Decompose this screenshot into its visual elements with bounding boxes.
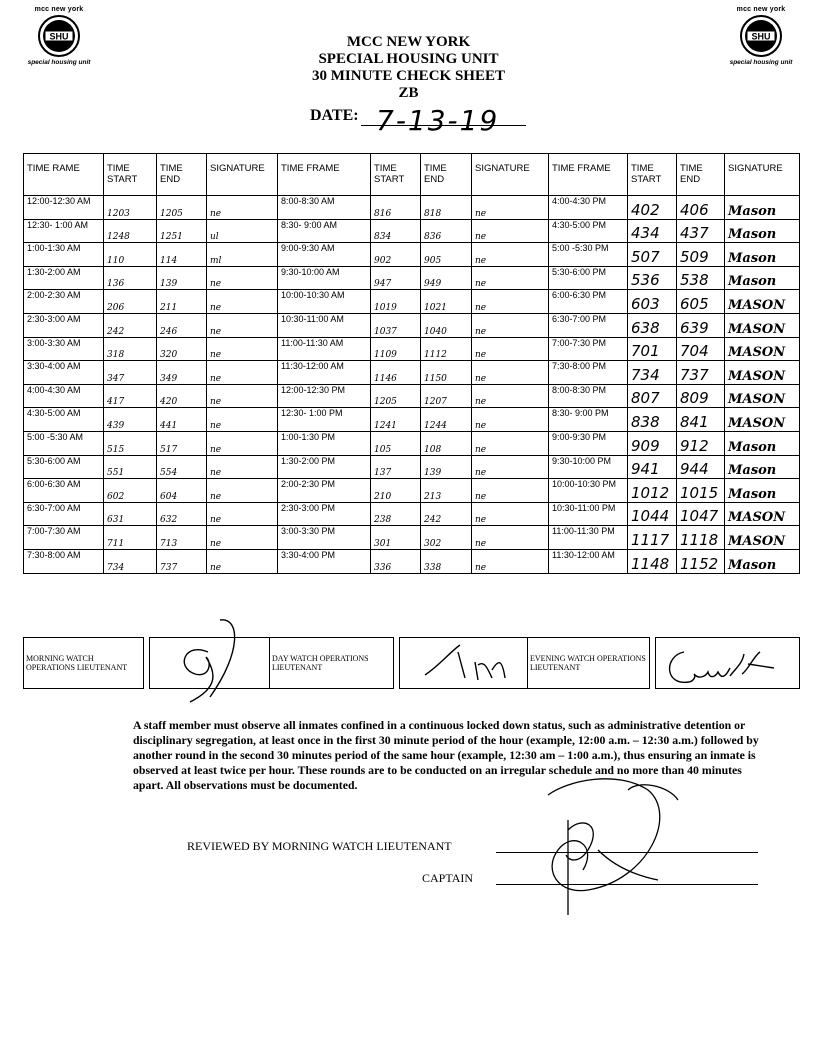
time-start-cell: 711	[104, 526, 157, 550]
time-frame-cell: 2:30-3:00 PM	[278, 502, 371, 526]
time-end-cell: 1021	[421, 290, 472, 314]
signature-cell: ne	[472, 219, 549, 243]
time-start-cell: 603	[628, 290, 677, 314]
time-frame-cell: 4:30-5:00 AM	[24, 408, 104, 432]
time-end-cell: 1047	[677, 502, 725, 526]
time-frame-cell: 1:30-2:00 PM	[278, 455, 371, 479]
table-row	[24, 479, 800, 503]
heading-line3: 30 MINUTE CHECK SHEET	[312, 68, 505, 84]
logo-top-text: mcc new york	[34, 6, 84, 13]
signature-cell: ne	[207, 526, 278, 550]
time-start-cell: 816	[371, 196, 421, 220]
time-end-cell: 406	[677, 196, 725, 220]
time-start-cell: 734	[628, 361, 677, 385]
time-start-cell: 238	[371, 502, 421, 526]
time-start-cell: 1019	[371, 290, 421, 314]
time-frame-cell: 7:30-8:00 PM	[549, 361, 628, 385]
time-frame-cell: 12:00-12:30 PM	[278, 384, 371, 408]
time-start-cell: 1203	[104, 196, 157, 220]
time-frame-cell: 9:00-9:30 AM	[278, 243, 371, 267]
column-header: TIME RAME	[24, 154, 104, 196]
time-frame-cell: 8:00-8:30 AM	[278, 196, 371, 220]
time-start-cell: 318	[104, 337, 157, 361]
time-frame-cell: 11:30-12:00 AM	[549, 549, 628, 573]
time-start-cell: 434	[628, 219, 677, 243]
table-row	[24, 549, 800, 573]
sheet-heading	[0, 31, 817, 102]
signature-cell: MASON	[725, 526, 800, 550]
table-row	[24, 196, 800, 220]
table-row	[24, 266, 800, 290]
time-frame-cell: 12:30- 1:00 PM	[278, 408, 371, 432]
time-start-cell: 701	[628, 337, 677, 361]
signature-cell: MASON	[725, 313, 800, 337]
signature-cell: ne	[207, 337, 278, 361]
time-end-cell: 320	[157, 337, 207, 361]
time-start-cell: 347	[104, 361, 157, 385]
time-end-cell: 818	[421, 196, 472, 220]
time-end-cell: 246	[157, 313, 207, 337]
time-frame-cell: 6:00-6:30 PM	[549, 290, 628, 314]
review-signature-scribble	[528, 770, 688, 920]
time-start-cell: 1148	[628, 549, 677, 573]
time-start-cell: 734	[104, 549, 157, 573]
time-start-cell: 105	[371, 431, 421, 455]
time-frame-cell: 1:00-1:30 AM	[24, 243, 104, 267]
time-frame-cell: 2:00-2:30 PM	[278, 479, 371, 503]
column-header: TIME FRAME	[278, 154, 371, 196]
time-start-cell: 301	[371, 526, 421, 550]
time-frame-cell: 12:30- 1:00 AM	[24, 219, 104, 243]
logo-bottom-text: special housing unit	[729, 59, 793, 66]
time-frame-cell: 2:30-3:00 AM	[24, 313, 104, 337]
time-frame-cell: 3:00-3:30 AM	[24, 337, 104, 361]
time-frame-cell: 4:30-5:00 PM	[549, 219, 628, 243]
time-frame-cell: 5:00 -5:30 AM	[24, 431, 104, 455]
table-row	[24, 361, 800, 385]
time-end-cell: 1118	[677, 526, 725, 550]
table-row	[24, 455, 800, 479]
table-row	[24, 384, 800, 408]
time-end-cell: 517	[157, 431, 207, 455]
heading-line1: MCC NEW YORK	[346, 34, 471, 50]
table-row	[24, 290, 800, 314]
column-header: TIME FRAME	[549, 154, 628, 196]
time-start-cell: 602	[104, 479, 157, 503]
time-end-cell: 338	[421, 549, 472, 573]
time-end-cell: 114	[157, 243, 207, 267]
signature-cell: ne	[207, 361, 278, 385]
signature-cell: ne	[472, 455, 549, 479]
time-start-cell: 638	[628, 313, 677, 337]
signature-cell: ne	[472, 361, 549, 385]
time-start-cell: 402	[628, 196, 677, 220]
time-frame-cell: 8:30- 9:00 PM	[549, 408, 628, 432]
signature-cell: ne	[472, 337, 549, 361]
table-row	[24, 337, 800, 361]
table-row	[24, 408, 800, 432]
time-end-cell: 538	[677, 266, 725, 290]
time-start-cell: 210	[371, 479, 421, 503]
heading-line4: ZB	[398, 85, 419, 101]
table-row	[24, 502, 800, 526]
signature-cell: ne	[207, 266, 278, 290]
time-start-cell: 206	[104, 290, 157, 314]
time-end-cell: 349	[157, 361, 207, 385]
time-end-cell: 713	[157, 526, 207, 550]
reviewed-by-label: REVIEWED BY MORNING WATCH LIEUTENANT	[187, 839, 452, 853]
evening-lieutenant-signature-scribble	[664, 646, 784, 688]
time-start-cell: 807	[628, 384, 677, 408]
time-start-cell: 242	[104, 313, 157, 337]
table-row	[24, 526, 800, 550]
time-end-cell: 1150	[421, 361, 472, 385]
evening-watch-label: EVENING WATCH OPERATIONS LIEUTENANT	[528, 638, 650, 689]
time-frame-cell: 6:30-7:00 AM	[24, 502, 104, 526]
time-frame-cell: 11:30-12:00 AM	[278, 361, 371, 385]
signature-cell: ne	[472, 479, 549, 503]
time-end-cell: 437	[677, 219, 725, 243]
time-start-cell: 947	[371, 266, 421, 290]
day-watch-label: DAY WATCH OPERATIONS LIEUTENANT	[270, 638, 394, 689]
column-header: SIGNATURE	[207, 154, 278, 196]
time-frame-cell: 1:30-2:00 AM	[24, 266, 104, 290]
time-start-cell: 136	[104, 266, 157, 290]
morning-watch-label: MORNING WATCH OPERATIONS LIEUTENANT	[24, 638, 144, 689]
column-header: TIME END	[157, 154, 207, 196]
time-frame-cell: 3:30-4:00 AM	[24, 361, 104, 385]
time-end-cell: 1112	[421, 337, 472, 361]
table-row	[24, 219, 800, 243]
time-frame-cell: 11:00-11:30 PM	[549, 526, 628, 550]
signature-cell: ne	[207, 479, 278, 503]
time-end-cell: 509	[677, 243, 725, 267]
signature-cell: ne	[472, 313, 549, 337]
time-end-cell: 1205	[157, 196, 207, 220]
time-end-cell: 632	[157, 502, 207, 526]
time-start-cell: 1037	[371, 313, 421, 337]
column-header: TIME END	[421, 154, 472, 196]
table-row	[24, 243, 800, 267]
time-start-cell: 439	[104, 408, 157, 432]
day-lieutenant-signature-scribble	[420, 640, 510, 685]
signature-cell: Mason	[725, 196, 800, 220]
time-frame-cell: 5:30-6:00 PM	[549, 266, 628, 290]
time-end-cell: 1244	[421, 408, 472, 432]
time-start-cell: 110	[104, 243, 157, 267]
time-end-cell: 809	[677, 384, 725, 408]
signature-cell: ne	[472, 431, 549, 455]
time-end-cell: 213	[421, 479, 472, 503]
column-header: TIME START	[628, 154, 677, 196]
time-frame-cell: 10:00-10:30 PM	[549, 479, 628, 503]
time-end-cell: 1207	[421, 384, 472, 408]
signature-cell: ne	[472, 266, 549, 290]
signature-cell: ne	[472, 408, 549, 432]
seal-text: SHU	[751, 31, 771, 42]
table-header-row	[24, 154, 800, 196]
time-start-cell: 1241	[371, 408, 421, 432]
column-header: SIGNATURE	[472, 154, 549, 196]
time-start-cell: 1205	[371, 384, 421, 408]
time-frame-cell: 7:00-7:30 AM	[24, 526, 104, 550]
date-label: DATE:	[310, 107, 359, 124]
signature-cell: ne	[472, 526, 549, 550]
time-start-cell: 1109	[371, 337, 421, 361]
time-frame-cell: 12:00-12:30 AM	[24, 196, 104, 220]
time-start-cell: 551	[104, 455, 157, 479]
check-table	[23, 153, 800, 574]
time-end-cell: 211	[157, 290, 207, 314]
signature-cell: ne	[207, 431, 278, 455]
time-start-cell: 631	[104, 502, 157, 526]
signature-cell: ne	[207, 313, 278, 337]
time-end-cell: 139	[157, 266, 207, 290]
signature-cell: MASON	[725, 337, 800, 361]
date-value: 7-13-19	[376, 104, 500, 137]
signature-cell: ml	[207, 243, 278, 267]
signature-cell: MASON	[725, 290, 800, 314]
signature-cell: MASON	[725, 502, 800, 526]
time-frame-cell: 10:00-10:30 AM	[278, 290, 371, 314]
column-header: TIME START	[104, 154, 157, 196]
time-start-cell: 1248	[104, 219, 157, 243]
column-header: TIME END	[677, 154, 725, 196]
time-frame-cell: 8:30- 9:00 AM	[278, 219, 371, 243]
time-frame-cell: 2:00-2:30 AM	[24, 290, 104, 314]
time-frame-cell: 6:00-6:30 AM	[24, 479, 104, 503]
time-frame-cell: 3:30-4:00 PM	[278, 549, 371, 573]
signature-cell: ne	[472, 384, 549, 408]
time-end-cell: 1040	[421, 313, 472, 337]
time-start-cell: 838	[628, 408, 677, 432]
time-start-cell: 1012	[628, 479, 677, 503]
signature-cell: ne	[207, 290, 278, 314]
table-row	[24, 313, 800, 337]
time-end-cell: 944	[677, 455, 725, 479]
time-end-cell: 704	[677, 337, 725, 361]
time-end-cell: 139	[421, 455, 472, 479]
column-header: SIGNATURE	[725, 154, 800, 196]
morning-lieutenant-signature-scribble	[150, 612, 260, 707]
signature-cell: ne	[207, 502, 278, 526]
seal-text: SHU	[49, 31, 69, 42]
signature-cell: ul	[207, 219, 278, 243]
signature-cell: Mason	[725, 455, 800, 479]
time-start-cell: 536	[628, 266, 677, 290]
time-frame-cell: 8:00-8:30 PM	[549, 384, 628, 408]
time-frame-cell: 10:30-11:00 AM	[278, 313, 371, 337]
time-end-cell: 737	[157, 549, 207, 573]
time-end-cell: 441	[157, 408, 207, 432]
time-frame-cell: 7:00-7:30 PM	[549, 337, 628, 361]
time-frame-cell: 7:30-8:00 AM	[24, 549, 104, 573]
time-end-cell: 1152	[677, 549, 725, 573]
time-frame-cell: 9:30-10:00 AM	[278, 266, 371, 290]
signature-cell: MASON	[725, 384, 800, 408]
time-start-cell: 515	[104, 431, 157, 455]
signature-cell: Mason	[725, 431, 800, 455]
time-start-cell: 1117	[628, 526, 677, 550]
signature-cell: Mason	[725, 266, 800, 290]
time-end-cell: 836	[421, 219, 472, 243]
time-start-cell: 909	[628, 431, 677, 455]
time-end-cell: 605	[677, 290, 725, 314]
time-start-cell: 1044	[628, 502, 677, 526]
time-end-cell: 604	[157, 479, 207, 503]
time-frame-cell: 9:30-10:00 PM	[549, 455, 628, 479]
time-end-cell: 554	[157, 455, 207, 479]
logo-bottom-text: special housing unit	[27, 59, 91, 66]
time-frame-cell: 4:00-4:30 AM	[24, 384, 104, 408]
time-end-cell: 302	[421, 526, 472, 550]
instructions-paragraph: A staff member must observe all inmates confined in a continuous locked down status, such as administrative detention or disciplinary segregation, at least once in the first 30 minute period of the hour (example, 12:00 a.m. – 12:30 a.m.) followed by another round in the second 30 minutes period of the same hour (example, 12:30 am – 1:00 a.m.), thus ensuring an inmate is observed at least twice per hour. These rounds are to be conducted on an irregular schedule and no more than 40 minutes apart. All observations must be documented.	[133, 718, 759, 792]
signature-cell: ne	[207, 196, 278, 220]
time-frame-cell: 10:30-11:00 PM	[549, 502, 628, 526]
time-frame-cell: 11:00-11:30 AM	[278, 337, 371, 361]
time-end-cell: 737	[677, 361, 725, 385]
signature-cell: Mason	[725, 243, 800, 267]
signature-cell: Mason	[725, 549, 800, 573]
time-start-cell: 507	[628, 243, 677, 267]
signature-cell: MASON	[725, 408, 800, 432]
time-end-cell: 420	[157, 384, 207, 408]
logo-top-text: mcc new york	[736, 6, 786, 13]
signature-cell: ne	[472, 502, 549, 526]
signature-cell: ne	[207, 455, 278, 479]
time-frame-cell: 4:00-4:30 PM	[549, 196, 628, 220]
time-frame-cell: 3:00-3:30 PM	[278, 526, 371, 550]
signature-cell: MASON	[725, 361, 800, 385]
time-end-cell: 1015	[677, 479, 725, 503]
signature-cell: ne	[207, 384, 278, 408]
time-frame-cell: 6:30-7:00 PM	[549, 313, 628, 337]
time-end-cell: 1251	[157, 219, 207, 243]
signature-cell: Mason	[725, 479, 800, 503]
signature-cell: ne	[207, 408, 278, 432]
signature-cell: ne	[207, 549, 278, 573]
time-frame-cell: 9:00-9:30 PM	[549, 431, 628, 455]
time-start-cell: 941	[628, 455, 677, 479]
time-end-cell: 905	[421, 243, 472, 267]
time-start-cell: 137	[371, 455, 421, 479]
time-start-cell: 834	[371, 219, 421, 243]
time-start-cell: 417	[104, 384, 157, 408]
signature-cell: ne	[472, 243, 549, 267]
time-end-cell: 949	[421, 266, 472, 290]
signature-cell: ne	[472, 196, 549, 220]
captain-label: CAPTAIN	[422, 871, 474, 885]
time-frame-cell: 1:00-1:30 PM	[278, 431, 371, 455]
column-header: TIME START	[371, 154, 421, 196]
heading-line2: SPECIAL HOUSING UNIT	[318, 51, 499, 67]
time-start-cell: 1146	[371, 361, 421, 385]
time-frame-cell: 5:30-6:00 AM	[24, 455, 104, 479]
time-start-cell: 902	[371, 243, 421, 267]
time-frame-cell: 5:00 -5:30 PM	[549, 243, 628, 267]
signature-cell: ne	[472, 549, 549, 573]
signature-cell: ne	[472, 290, 549, 314]
time-end-cell: 242	[421, 502, 472, 526]
time-start-cell: 336	[371, 549, 421, 573]
time-end-cell: 912	[677, 431, 725, 455]
time-end-cell: 639	[677, 313, 725, 337]
time-end-cell: 841	[677, 408, 725, 432]
table-row	[24, 431, 800, 455]
time-end-cell: 108	[421, 431, 472, 455]
signature-cell: Mason	[725, 219, 800, 243]
